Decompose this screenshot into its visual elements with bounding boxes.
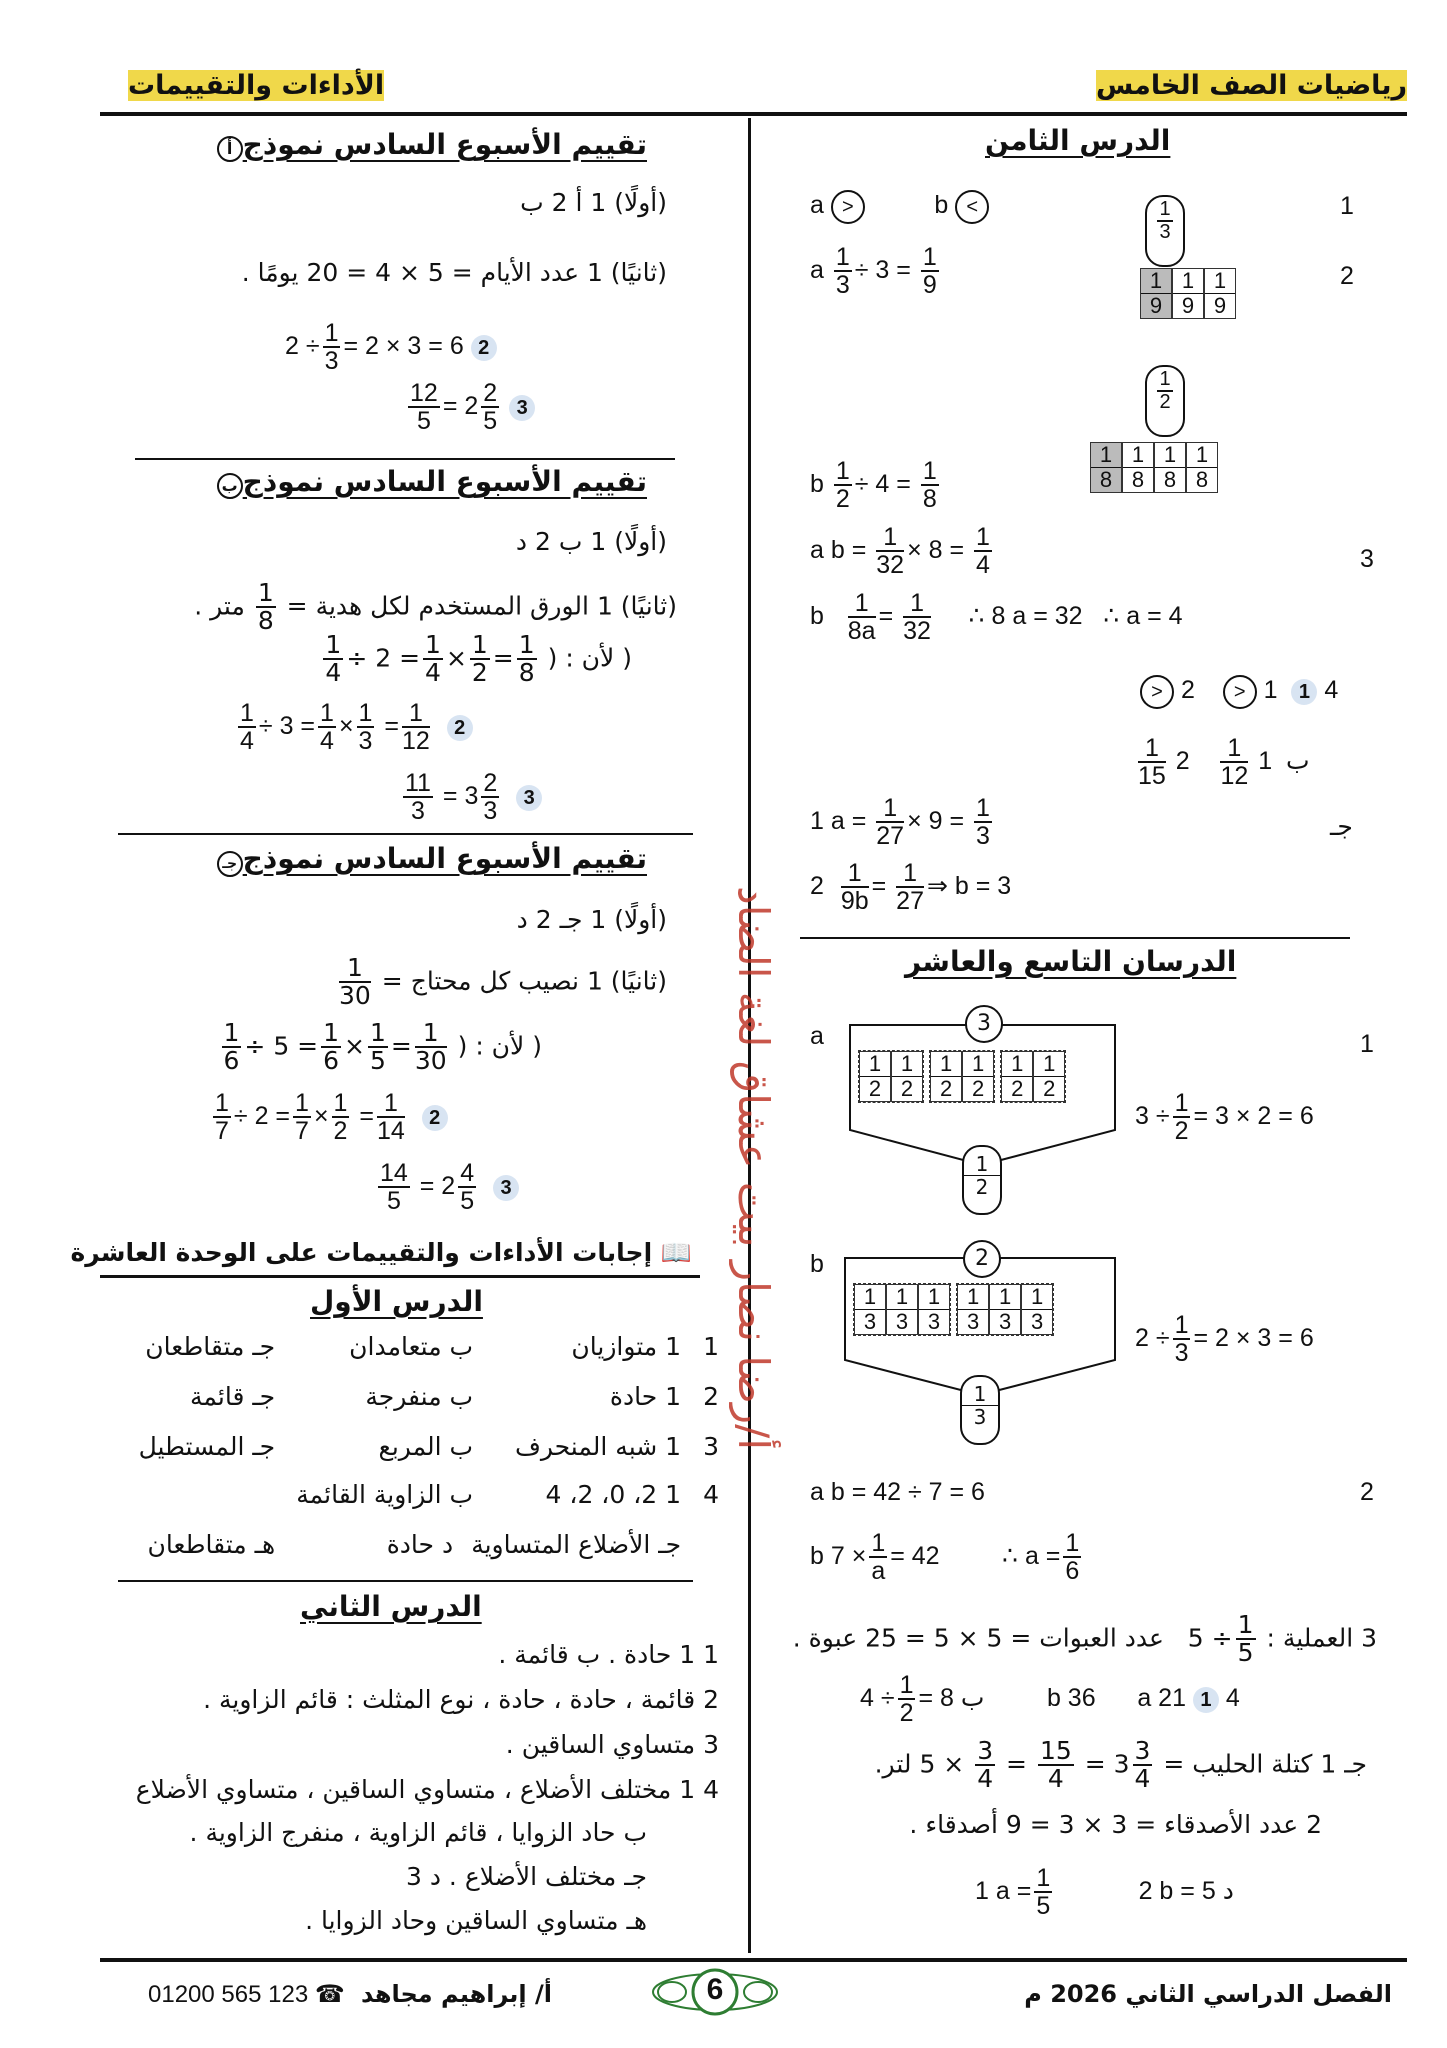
l2-line5: ب حاد الزوايا ، قائم الزاوية ، منفرج الزاوية . <box>189 1818 647 1847</box>
modelB-title: تقييم الأسبوع السادس نموذجب <box>217 465 647 499</box>
header-left-title: الأداءات والتقييمات <box>128 70 385 101</box>
r-q1-num: 1 <box>1340 192 1354 220</box>
r-p4j-1: جـ 1 كتلة الحليب = 5 × $\frac{3}{4}$ = $\frac{15}{4}$ = 3 $\frac{3}{4}$ لتر. <box>874 1736 1367 1794</box>
l2-line1: 1 1 حادة . ب قائمة . <box>498 1640 719 1669</box>
l1-row1: 1 1 متوازيان ب متعامدان جـ متقاطعان <box>145 1332 719 1361</box>
r-p4: 4 ÷ $\frac{1}{2}$ = 8 ب b 36 a 21 1 4 <box>860 1671 1240 1728</box>
r-q2-a: a $\frac{1}{3}$ ÷ 3 = $\frac{1}{9}$ <box>810 243 937 300</box>
r-p2-b: b 7 × $\frac{1}{a}$ = 42 ∴ a = $\frac{1}{6}$ <box>810 1529 1080 1586</box>
halves-model: 3 1 2 1 2 1 2 1 2 1 2 1 2 1 2 <box>840 1005 1125 1185</box>
header-right-title: رياضيات الصف الخامس <box>1095 70 1407 101</box>
r-q3-b: b $\frac{1}{8a}$ = $\frac{1}{32}$ ∴ 8 a = 32 ∴ a = 4 <box>810 589 1183 646</box>
l1-row4: 4 1 2، 0، 2، 4 ب الزاوية القائمة <box>296 1480 719 1509</box>
modelC-because: ( لأن : $\frac{1}{6}$ ÷ 5 = $\frac{1}{6}$ × $\frac{1}{5}$ = $\frac{1}{30}$ ) <box>223 1018 542 1076</box>
left-rule-4 <box>118 1580 693 1582</box>
left-rule-2 <box>118 833 693 835</box>
modelC-3: $\frac{14}{5}$ = 2 $\frac{4}{5}$ 3 <box>375 1160 519 1215</box>
modelC-second-1: (ثانيًا) 1 نصيب كل محتاج = $\frac{1}{30}$ <box>339 953 667 1011</box>
modelB-2: $\frac{1}{4}$ ÷ 3 = $\frac{1}{4}$ × $\frac{1}{3}$ = $\frac{1}{12}$ 2 <box>235 700 473 755</box>
footer-teacher: أ/ إبراهيم مجاهد <box>360 1980 552 2008</box>
phone-icon: ☎ <box>314 1981 345 2008</box>
r-p1-b-label: b <box>810 1250 824 1278</box>
modelC-badge: جـ <box>217 851 243 877</box>
r-p4j-2: 2 عدد الأصدقاء = 3 × 3 = 9 أصدقاء . <box>909 1810 1322 1839</box>
page-number: 6 <box>706 1973 724 2006</box>
r-q4-a: > 2 > 1 1 4 <box>1140 675 1338 709</box>
modelC-first: (أولًا) 1 جـ 2 د <box>516 905 667 934</box>
l2-line2: 2 قائمة ، حادة ، حادة ، نوع المثلث : قائم الزاوية . <box>203 1685 719 1714</box>
r-q3-num: 3 <box>1360 545 1374 573</box>
modelA-badge: أ <box>217 136 243 162</box>
modelB-second-1: (ثانيًا) 1 الورق المستخدم لكل هدية = $\frac{1}{8}$ متر . <box>194 578 677 636</box>
less-symbol: < <box>955 190 989 224</box>
greater-symbol: > <box>831 190 865 224</box>
eighths-strip: 1 8 1 8 1 8 1 8 <box>1090 442 1218 493</box>
left-rule-1 <box>135 458 675 460</box>
ninths-strip: 1 9 1 9 1 9 <box>1140 268 1236 319</box>
r-q2-b: b $\frac{1}{2}$ ÷ 4 = $\frac{1}{8}$ <box>810 457 937 514</box>
footer-rule <box>100 1958 1407 1962</box>
half-bracket: $\frac{1}{2}$ <box>1145 365 1185 437</box>
modelA-title: تقييم الأسبوع السادس نموذجأ <box>217 128 647 162</box>
third-bracket: $\frac{1}{3}$ <box>1145 195 1185 267</box>
r-p1-b: 2 ÷ $\frac{1}{3}$ = 2 × 3 = 6 <box>1135 1311 1314 1368</box>
lesson2-title: الدرس الثاني <box>300 1590 482 1623</box>
r-q4-c1: 1 a = $\frac{1}{27}$ × 9 = $\frac{1}{3}$ <box>810 794 990 851</box>
lesson8-title: الدرس الثامن <box>985 124 1171 157</box>
r-p1-num: 1 <box>1360 1030 1374 1058</box>
r-q4-c-label: جـ <box>1330 813 1353 841</box>
header-rule <box>100 112 1407 116</box>
modelA-second-3: $\frac{12}{5}$ = 2 $\frac{2}{5}$ 3 <box>405 380 535 435</box>
modelB-3: $\frac{11}{3}$ = 3 $\frac{2}{3}$ 3 <box>400 770 542 825</box>
modelC-title: تقييم الأسبوع السادس نموذججـ <box>217 842 647 877</box>
modelB-because: ( لأن : $\frac{1}{4}$ ÷ 2 = $\frac{1}{4}$ × $\frac{1}{2}$ = $\frac{1}{8}$ ) <box>325 630 632 688</box>
r-p1-a: 3 ÷ $\frac{1}{2}$ = 3 × 2 = 6 <box>1135 1089 1314 1146</box>
r-p2-num: 2 <box>1360 1478 1374 1506</box>
modelB-first: (أولًا) 1 ب 2 د <box>515 527 667 556</box>
modelA-second-1: (ثانيًا) 1 عدد الأيام = 5 × 4 = 20 يومًا . <box>241 258 667 287</box>
l2-line3: 3 متساوي الساقين . <box>505 1730 719 1759</box>
l1-row2: 2 1 حادة ب منفرجة جـ قائمة <box>190 1382 719 1411</box>
r-q4-c2: 2 $\frac{1}{9b}$ = $\frac{1}{27}$ ⇒ b = 3 <box>810 859 1012 916</box>
modelA-second-2: 2 ÷ $\frac{1}{3}$ = 2 × 3 = 6 2 <box>285 320 497 375</box>
modelB-badge: ب <box>217 473 243 499</box>
l2-line4: 4 1 مختلف الأضلاع ، متساوي الساقين ، متساوي الأضلاع <box>135 1775 719 1804</box>
r-q4-b: $\frac{1}{15}$ 2 $\frac{1}{12}$ 1 ب <box>1138 734 1310 791</box>
lesson910-title: الدرسان التاسع والعاشر <box>905 945 1237 978</box>
page-number-ornament <box>650 1965 780 2020</box>
r-q2-num: 2 <box>1340 262 1354 290</box>
right-rule-1 <box>800 937 1350 939</box>
r-p3: 3 العملية : 5 ÷ $\frac{1}{5}$ عدد العبوات = 5 × 5 = 25 عبوة . <box>792 1610 1377 1668</box>
r-p2-a: a b = 42 ÷ 7 = 6 <box>810 1478 985 1506</box>
modelA-first: (أولًا) 1 أ 2 ب <box>520 188 667 217</box>
book-icon: 📖 <box>660 1238 692 1267</box>
watermark: أ/رضا نصار بيت عشاق لغة الضاد <box>729 886 778 1450</box>
footer-phone: 01200 565 123 ☎ <box>148 1981 345 2008</box>
r-q3-a: a b = $\frac{1}{32}$ × 8 = $\frac{1}{4}$ <box>810 523 990 580</box>
unit-answers-title: 📖 إجابات الأداءات والتقييمات على الوحدة العاشرة <box>70 1238 692 1267</box>
l2-line6: جـ مختلف الأضلاع . د 3 <box>406 1862 647 1891</box>
left-rule-3 <box>100 1275 700 1278</box>
r-p1-a-label: a <box>810 1022 824 1050</box>
l1-row3: 3 1 شبه المنحرف ب المربع جـ المستطيل <box>138 1432 719 1461</box>
modelC-2: $\frac{1}{7}$ ÷ 2 = $\frac{1}{7}$ × $\frac{1}{2}$ = $\frac{1}{14}$ 2 <box>210 1090 448 1145</box>
l2-line7: هـ متساوي الساقين وحاد الزوايا . <box>305 1906 647 1935</box>
r-p4j-d: 1 a = $\frac{1}{5}$ 2 b = 5 د <box>975 1864 1234 1921</box>
r-q1-a: a > b < <box>810 190 989 224</box>
footer-semester: الفصل الدراسي الثاني 2026 م <box>1024 1980 1392 2008</box>
thirds-model: 2 1 3 1 3 1 3 1 3 1 3 1 3 1 3 <box>835 1240 1125 1420</box>
l1-row5: جـ الأضلاع المتساوية د حادة هـ متقاطعان <box>147 1530 682 1559</box>
lesson1-title: الدرس الأول <box>310 1285 483 1318</box>
